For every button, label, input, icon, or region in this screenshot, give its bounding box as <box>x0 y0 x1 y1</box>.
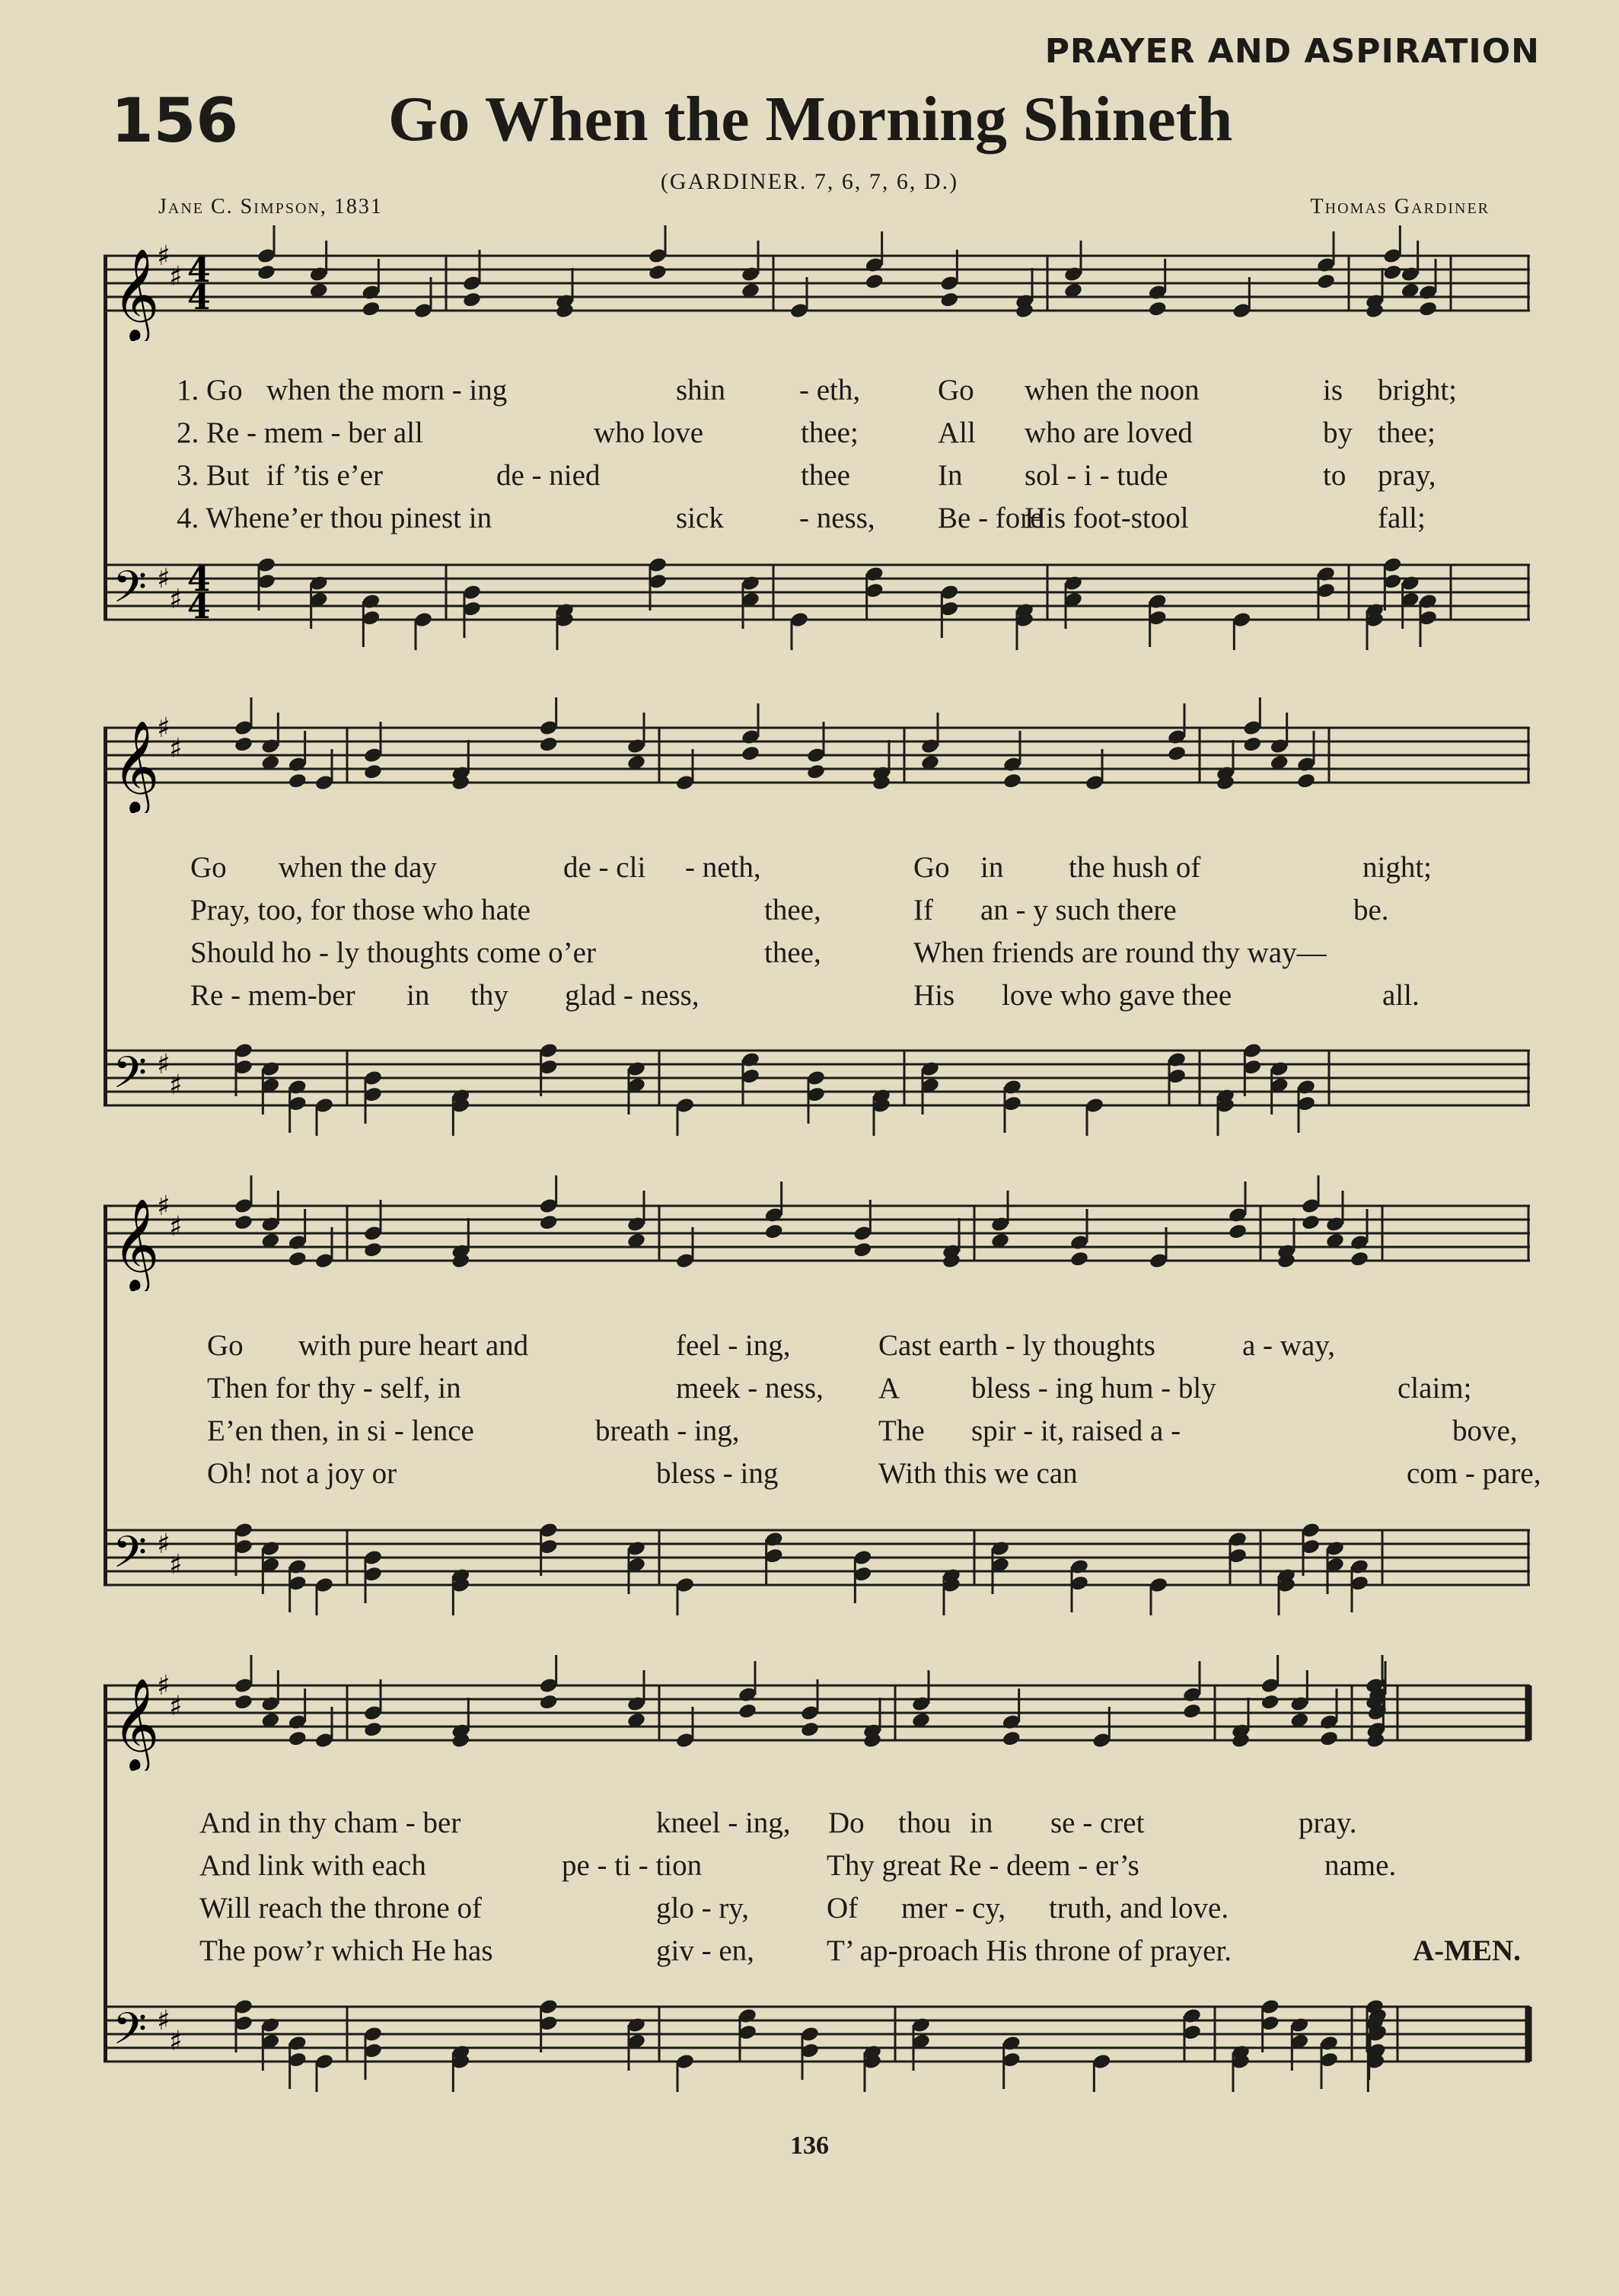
lyric-fragment: The pow’r which He has <box>199 1934 493 1967</box>
lyric-fragment: thee; <box>801 416 859 449</box>
notehead <box>1301 1213 1321 1231</box>
lyric-fragment: With this we can <box>878 1457 1078 1490</box>
lyric-fragment: Go <box>938 374 974 407</box>
notehead <box>1167 745 1187 762</box>
lyric-fragment: If <box>913 894 933 926</box>
lyric-fragment: Go <box>207 1329 244 1362</box>
notehead <box>363 1720 383 1738</box>
lyric-fragment: glad - ness, <box>565 979 700 1012</box>
time-signature-digit: 4 <box>187 279 211 317</box>
lyric-fragment: A <box>878 1372 900 1405</box>
bass-clef-icon: 𝄢 <box>113 561 148 623</box>
bass-staff-1 <box>104 534 1538 650</box>
lyric-fragment: truth, and love. <box>1049 1892 1229 1924</box>
lyric-fragment: bless - ing <box>656 1457 779 1490</box>
sharp-icon: ♯ <box>157 2005 171 2036</box>
lyric-fragment: 1. Go <box>177 374 243 407</box>
lyric-fragment: Cast earth - ly thoughts <box>878 1329 1155 1362</box>
notehead <box>288 772 308 789</box>
notehead <box>288 1250 308 1268</box>
notehead <box>939 291 959 308</box>
lyric-line <box>0 978 1619 1016</box>
lyric-line <box>0 850 1619 888</box>
treble-staff-1 <box>104 225 1538 341</box>
lyric-line <box>0 373 1619 411</box>
bass-staff-3 <box>104 1500 1538 1615</box>
lyric-fragment: T’ ap-proach His throne of prayer. <box>827 1934 1232 1967</box>
lyric-fragment: in <box>980 851 1004 884</box>
lyric-fragment: thy <box>470 979 508 1012</box>
treble-clef-icon: 𝄞 <box>113 719 160 812</box>
notehead <box>1148 300 1168 317</box>
lyric-fragment: sick <box>676 502 724 534</box>
notehead <box>648 263 668 281</box>
notehead <box>363 1241 383 1258</box>
lyric-fragment: The <box>878 1414 925 1447</box>
lyric-line <box>0 458 1619 496</box>
notehead <box>234 1213 253 1231</box>
sharp-icon: ♯ <box>169 584 183 615</box>
sharp-icon: ♯ <box>157 713 171 744</box>
lyric-fragment: thee; <box>1378 416 1436 449</box>
lyric-line <box>0 1414 1619 1452</box>
sharp-icon: ♯ <box>157 1049 171 1080</box>
lyric-fragment: pray. <box>1299 1807 1357 1839</box>
lyric-fragment: glo - ry, <box>656 1892 750 1924</box>
lyric-fragment: mer - cy, <box>901 1892 1006 1924</box>
lyric-fragment: de - nied <box>496 459 601 492</box>
composer-credit: Thomas Gardiner <box>1310 195 1490 218</box>
notehead <box>1350 1250 1369 1268</box>
section-heading: PRAYER AND ASPIRATION <box>1044 32 1540 71</box>
sharp-icon: ♯ <box>169 261 183 292</box>
lyric-fragment: kneel - ing, <box>656 1807 791 1839</box>
notehead <box>1319 1730 1339 1747</box>
notehead <box>1382 263 1402 281</box>
notehead <box>1002 1730 1021 1747</box>
lyric-fragment: if ’tis e’er <box>266 459 384 492</box>
lyric-fragment: bright; <box>1378 374 1457 407</box>
lyric-fragment: fall; <box>1378 502 1426 534</box>
treble-staff-4 <box>104 1655 1538 1771</box>
lyric-fragment: E’en then, in si - lence <box>207 1414 474 1447</box>
treble-clef-icon: 𝄞 <box>113 1197 160 1290</box>
lyric-fragment: thou <box>898 1807 951 1839</box>
sharp-icon: ♯ <box>157 563 171 595</box>
bass-clef-icon: 𝄢 <box>113 1047 148 1109</box>
lyric-fragment: pray, <box>1378 459 1436 492</box>
bass-staff-2 <box>104 1020 1538 1136</box>
sharp-icon: ♯ <box>157 241 171 272</box>
bass-clef-icon: 𝄢 <box>113 2003 148 2065</box>
lyric-fragment: His foot-stool <box>1025 502 1189 534</box>
treble-clef-icon: 𝄞 <box>113 1677 160 1770</box>
treble-staff-2 <box>104 697 1538 813</box>
lyric-fragment: to <box>1323 459 1347 492</box>
lyric-fragment: when the morn - ing <box>266 374 508 407</box>
notehead <box>865 273 884 290</box>
time-signature-digit: 4 <box>187 588 211 627</box>
notehead <box>1069 1250 1089 1268</box>
lyric-fragment: thee <box>801 459 850 492</box>
notehead <box>1418 300 1438 317</box>
notehead <box>1260 1693 1280 1711</box>
notehead <box>363 763 383 780</box>
notehead <box>806 763 826 780</box>
author-credit: Jane C. Simpson, 1831 <box>158 195 383 218</box>
lyric-fragment: who love <box>594 416 704 449</box>
lyric-fragment: bove, <box>1452 1414 1518 1447</box>
sharp-icon: ♯ <box>157 1191 171 1222</box>
lyric-fragment: pe - ti - tion <box>562 1849 703 1882</box>
lyric-fragment: with pure heart and <box>298 1329 529 1362</box>
notehead <box>539 1693 559 1711</box>
notehead <box>234 735 253 753</box>
lyric-fragment: when the day <box>279 851 437 884</box>
lyric-fragment: 3. But <box>177 459 250 492</box>
lyric-fragment: in <box>970 1807 993 1839</box>
lyric-fragment: com - pare, <box>1407 1457 1541 1490</box>
lyric-fragment: claim; <box>1398 1372 1472 1405</box>
lyric-fragment: When friends are round thy way— <box>913 936 1327 969</box>
notehead <box>234 1693 253 1711</box>
lyric-fragment: be. <box>1353 894 1389 926</box>
notehead <box>1228 1223 1248 1240</box>
notehead <box>1296 772 1316 789</box>
lyric-fragment: Then for thy - self, in <box>207 1372 461 1405</box>
lyric-fragment: Do <box>828 1807 865 1839</box>
sharp-icon: ♯ <box>169 1549 183 1580</box>
lyric-fragment: night; <box>1362 851 1433 884</box>
sharp-icon: ♯ <box>169 2026 183 2057</box>
lyric-fragment: All <box>938 416 976 449</box>
lyric-fragment: in <box>406 979 430 1012</box>
lyric-fragment: name. <box>1324 1849 1397 1882</box>
notehead <box>288 1730 308 1747</box>
lyric-fragment: a - way, <box>1242 1329 1335 1362</box>
time-signature-digit: 4 <box>187 251 211 290</box>
lyric-line <box>0 1891 1619 1929</box>
lyric-line <box>0 501 1619 539</box>
sharp-icon: ♯ <box>169 1211 183 1242</box>
sharp-icon: ♯ <box>157 1529 171 1560</box>
amen-label: A-MEN. <box>1413 1934 1521 1967</box>
lyric-fragment: Re - mem-ber <box>190 979 355 1012</box>
sharp-icon: ♯ <box>169 1691 183 1722</box>
lyric-fragment: Go <box>190 851 227 884</box>
lyric-line <box>0 893 1619 931</box>
lyric-fragment: Pray, too, for those who hate <box>190 894 531 926</box>
hymn-number: 156 <box>111 85 238 156</box>
time-signature-digit: 4 <box>187 560 211 599</box>
sharp-icon: ♯ <box>157 1670 171 1701</box>
notehead <box>361 300 381 317</box>
lyric-fragment: And in thy cham - ber <box>199 1807 461 1839</box>
lyric-fragment: the hush of <box>1069 851 1201 884</box>
lyric-fragment: Should ho - ly thoughts come o’er <box>190 936 596 969</box>
lyric-fragment: Oh! not a joy or <box>207 1457 397 1490</box>
notehead <box>800 1720 820 1738</box>
notehead <box>738 1702 757 1720</box>
treble-clef-icon: 𝄞 <box>113 247 160 340</box>
bass-staff-4 <box>104 1976 1538 2092</box>
lyric-fragment: who are loved <box>1025 416 1193 449</box>
lyric-fragment: - neth, <box>685 851 761 884</box>
lyric-fragment: feel - ing, <box>676 1329 791 1362</box>
lyric-fragment: - eth, <box>799 374 861 407</box>
lyric-fragment: In <box>938 459 963 492</box>
notehead <box>853 1241 872 1258</box>
notehead <box>1182 1702 1202 1720</box>
notehead <box>539 735 559 753</box>
lyric-fragment: And link with each <box>199 1849 426 1882</box>
lyric-fragment: thee, <box>764 894 821 926</box>
lyric-fragment: an - y such there <box>980 894 1177 926</box>
notehead <box>462 291 482 308</box>
lyric-line <box>0 1456 1619 1494</box>
sharp-icon: ♯ <box>169 1070 183 1101</box>
lyric-fragment: spir - it, raised a - <box>971 1414 1181 1447</box>
lyric-fragment: bless - ing hum - bly <box>971 1372 1216 1405</box>
lyric-line <box>0 1934 1619 1972</box>
lyric-fragment: Of <box>827 1892 859 1924</box>
tune-name: (GARDINER. 7, 6, 7, 6, D.) <box>660 169 959 194</box>
notehead <box>257 263 276 281</box>
lyric-fragment: by <box>1323 416 1353 449</box>
lyric-fragment: is <box>1323 374 1343 407</box>
sharp-icon: ♯ <box>169 733 183 764</box>
bass-clef-icon: 𝄢 <box>113 1526 148 1589</box>
lyric-fragment: thee, <box>764 936 821 969</box>
notehead <box>1242 735 1262 753</box>
lyric-line <box>0 1371 1619 1409</box>
lyric-fragment: breath - ing, <box>595 1414 740 1447</box>
lyric-fragment: 4. Whene’er thou pinest in <box>177 502 492 534</box>
notehead <box>764 1223 784 1240</box>
lyric-fragment: when the noon <box>1025 374 1200 407</box>
lyric-fragment: meek - ness, <box>676 1372 824 1405</box>
lyric-fragment: shin <box>676 374 726 407</box>
lyric-fragment: Thy great Re - deem - er’s <box>827 1849 1139 1882</box>
page-number: 136 <box>790 2132 829 2160</box>
lyric-line <box>0 1806 1619 1844</box>
lyric-line <box>0 936 1619 974</box>
lyric-fragment: 2. Re - mem - ber all <box>177 416 423 449</box>
lyric-line <box>0 1848 1619 1886</box>
lyric-line <box>0 1328 1619 1366</box>
lyric-fragment: sol - i - tude <box>1025 459 1168 492</box>
lyric-fragment: His <box>913 979 955 1012</box>
treble-staff-3 <box>104 1175 1538 1291</box>
lyric-fragment: Go <box>913 851 950 884</box>
lyric-fragment: all. <box>1382 979 1420 1012</box>
lyric-fragment: giv - en, <box>656 1934 754 1967</box>
notehead <box>539 1213 559 1231</box>
lyric-fragment: Be - fore <box>938 502 1044 534</box>
lyric-fragment: - ness, <box>799 502 875 534</box>
notehead <box>1316 273 1336 290</box>
lyric-line <box>0 416 1619 454</box>
lyric-fragment: love who gave thee <box>1002 979 1232 1012</box>
lyric-fragment: se - cret <box>1050 1807 1145 1839</box>
lyric-fragment: Will reach the throne of <box>199 1892 482 1924</box>
notehead <box>741 745 760 762</box>
hymn-title: Go When the Morning Shineth <box>388 84 1233 155</box>
lyric-fragment: de - cli <box>563 851 646 884</box>
notehead <box>1002 772 1022 789</box>
